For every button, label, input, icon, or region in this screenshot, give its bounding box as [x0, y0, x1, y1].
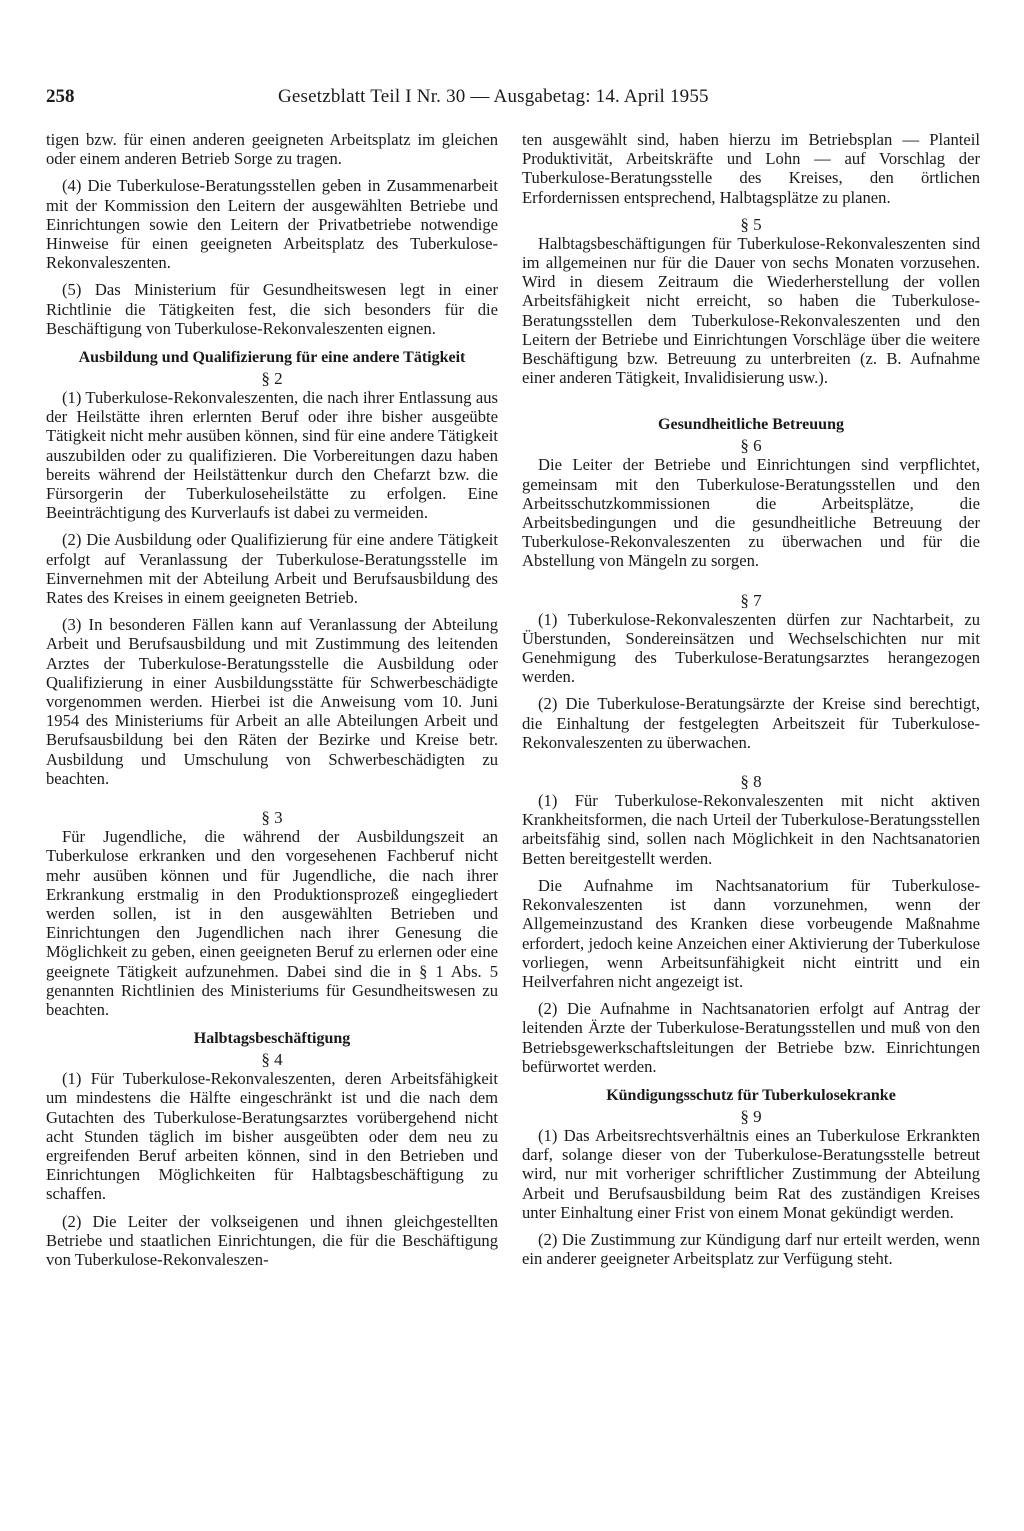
- section-4-paragraph-2: (2) Die Leiter der volkseigenen und ihnen gleichgestellten Betriebe und staatlichen Einrichtungen, die für die Beschäftigung von Tuberkulose-Rekonvaleszen-: [46, 1211, 498, 1269]
- section-8-paragraph-1b: Die Aufnahme im Nachtsanatorium für Tuberkulose-Rekonvaleszenten ist dann vorzunehmen, wenn der Allgemeinzustand des Kranken diese vorbeugende Maßnahme erfordert, jedoch keine Anzeichen einer Aktivierung der Tuberkulose vorliegen, wenn Arbeitsunfähigkeit nicht eintritt und ein Heilverfahren nicht angezeigt ist.: [522, 875, 980, 991]
- section-9-label: § 9: [740, 1106, 762, 1126]
- section-9-paragraph-2: (2) Die Zustimmung zur Kündigung darf nur erteilt werden, wenn ein anderer geeigneter Arbeitsplatz zur Verfügung steht.: [522, 1229, 980, 1269]
- section-9-paragraph-1: (1) Das Arbeitsrechtsverhältnis eines an Tuberkulose Erkrankten darf, solange dieser von der Tuberkulose-Beratungsstelle betreut wird, nur mit vorheriger schriftlicher Zustimmung der Abteilung Arbeit und Berufsausbildung beim Rat des zuständigen Kreises unter Einhaltung einer Frist von einem Monat gekündigt werden.: [522, 1125, 980, 1222]
- heading-gesundheitliche-betreuung: Gesundheitliche Betreuung: [658, 416, 844, 434]
- section-6-paragraph: Die Leiter der Betriebe und Einrichtungen sind verpflichtet, gemeinsam mit den Tuberkulose-Beratungsstellen und den Arbeitsschutzkommissionen die Arbeitsplätze, die Arbeitsbedingungen und die gesundheitliche Betreuung der Tuberkulose-Rekonvaleszenten zu überwachen und für die Abstellung von Mängeln zu sorgen.: [522, 455, 980, 571]
- section-2-label: § 2: [261, 369, 283, 389]
- section-8-paragraph-1: (1) Für Tuberkulose-Rekonvaleszenten mit nicht aktiven Krankheitsformen, die nach Urteil der Tuberkulose-Beratungsstellen arbeitsfähig sind, sollen nach Möglichkeit in den Nachtsanatorien Betten bereitgestellt werden.: [522, 791, 980, 868]
- section-2-paragraph-2: (2) Die Ausbildung oder Qualifizierung für eine andere Tätigkeit erfolgt auf Veranlassung der Tuberkulose-Beratungsstelle im Einvernehmen mit der Abteilung Arbeit und Berufsausbildung des Rates des Kreises in einem geeigneten Betrieb.: [46, 530, 498, 608]
- section-2-paragraph-3: (3) In besonderen Fällen kann auf Veranlassung der Abteilung Arbeit und Berufsausbildung und mit Zustimmung des leitenden Arztes der Tuberkulose-Beratungsstelle die Ausbildung oder Qualifizierung in einer Ausbildungsstätte für Schwerbeschädigte vorgenommen werden. Hierbei ist die Anweisung vom 10. Juni 1954 des Ministeriums für Arbeit an alle Abteilungen Arbeit und Berufsausbildung bei den Räten der Bezirke und Kreise betr. Ausbildung und Umschulung von Schwerbeschädigten zu beachten.: [46, 615, 498, 788]
- right-column: [522, 130, 980, 1276]
- section-8-label: § 8: [740, 772, 762, 792]
- section-4-paragraph-1: (1) Für Tuberkulose-Rekonvaleszenten, deren Arbeitsfähigkeit um mindestens die Hälfte eingeschränkt ist und die nach dem Gutachten des Tuberkulose-Beratungsarztes vorübergehend nicht acht Stunden täglich im bisher ausgeübten oder dem neu zu ergreifenden Beruf arbeiten können, sind in den Betrieben und Einrichtungen Möglichkeiten für Halbtagsbeschäftigung zu schaffen.: [46, 1069, 498, 1204]
- paragraph-4: (4) Die Tuberkulose-Beratungsstellen geben in Zusammenarbeit mit der Kommission den Leitern der ausgewählten Betriebe und Einrichtungen sowie den Leitern der Privatbetriebe notwendige Hinweise für einen geeigneten Arbeitsplatz des Tuberkulose-Rekonvaleszenten.: [46, 176, 498, 273]
- heading-ausbildung: Ausbildung und Qualifizierung für eine andere Tätigkeit: [78, 349, 466, 367]
- section-4-label: § 4: [261, 1050, 283, 1070]
- heading-kuendigungsschutz: Kündigungsschutz für Tuberkulosekranke: [606, 1086, 896, 1104]
- paragraph-5: (5) Das Ministerium für Gesundheitswesen legt in einer Richtlinie die Tätigkeiten fest, die sich besonders für die Beschäftigung von Tuberkulose-Rekonvaleszenten eignen.: [46, 280, 498, 338]
- left-column: [46, 130, 498, 1277]
- heading-halbtagsbeschaeftigung: Halbtagsbeschäftigung: [193, 1030, 351, 1048]
- running-title: Gesetzblatt Teil I Nr. 30 — Ausgabetag: 14. April 1955: [278, 86, 709, 107]
- page-header: [46, 86, 980, 114]
- page-number: 258: [46, 86, 75, 107]
- section-5-paragraph: Halbtagsbeschäftigungen für Tuberkulose-Rekonvaleszenten sind im allgemeinen nur für die Dauer von sechs Monaten vorzusehen. Wird in diesem Zeitraum die Wiederherstellung der vollen Arbeitsfähigkeit nicht erreicht, so haben die Tuberkulose-Beratungsstellen dem Tuberkulose-Rekonvaleszenten und den Leitern der Betriebe und Einrichtungen Vorschläge über die weitere Beschäftigung bzw. Betreuung zu unterbreiten (z. B. Aufnahme einer anderen Tätigkeit, Invalidisierung usw.).: [522, 233, 980, 388]
- section-2-paragraph-1: (1) Tuberkulose-Rekonvaleszenten, die nach ihrer Entlassung aus der Heilstätte ihren erlernten Beruf oder ihre bisher ausgeübte Tätigkeit nicht mehr ausüben können, sind für eine andere Tätigkeit auszubilden oder zu qualifizieren. Die Vorbereitungen dazu haben bereits während der Heilstättenkur durch den Chefarzt bzw. die Fürsorgerin der Tuberkuloseheilstätte zu erfolgen. Eine Beeinträchtigung des Kurverlaufs ist dabei zu vermeiden.: [46, 388, 498, 523]
- section-7-paragraph-2: (2) Die Tuberkulose-Beratungsärzte der Kreise sind berechtigt, die Einhaltung der festgelegten Arbeitszeit für Tuberkulose-Rekonvaleszenten zu überwachen.: [522, 694, 980, 752]
- paragraph-continuation: ten ausgewählt sind, haben hierzu im Betriebsplan — Planteil Produktivität, Arbeitskräfte und Lohn — auf Vorschlag der Tuberkulose-Beratungsstelle des Kreises, den örtlichen Erfordernissen entsprechend, Halbtagsplätze zu planen.: [522, 130, 980, 207]
- paragraph-continuation: tigen bzw. für einen anderen geeigneten Arbeitsplatz im gleichen oder einem anderen Betrieb Sorge zu tragen.: [46, 130, 498, 169]
- section-8-paragraph-2: (2) Die Aufnahme in Nachtsanatorien erfolgt auf Antrag der leitenden Ärzte der Tuberkulose-Beratungsstellen und muß von den Betriebsgewerkschaftsleitungen der Betriebe bzw. Einrichtungen befürwortet werden.: [522, 999, 980, 1076]
- section-7-label: § 7: [740, 590, 762, 610]
- section-3-label: § 3: [261, 808, 283, 828]
- section-7-paragraph-1: (1) Tuberkulose-Rekonvaleszenten dürfen zur Nachtarbeit, zu Überstunden, Sondereinsätzen und Wechselschichten nur mit Genehmigung des Tuberkulose-Beratungsarztes herangezogen werden.: [522, 609, 980, 687]
- section-3-paragraph: Für Jugendliche, die während der Ausbildungszeit an Tuberkulose erkranken und den vorgesehenen Fachberuf nicht mehr ausüben können und für Jugendliche, die nach ihrer Erkrankung erstmalig in den Produktionsprozeß eingegliedert werden sollen, ist in den ausgewählten Betrieben und Einrichtungen den Jugendlichen nach ihrer Genesung die Möglichkeit zu geben, einen geeigneten Beruf zu erlernen oder eine geeignete Tätigkeit aufzunehmen. Dabei sind die in § 1 Abs. 5 genannten Richtlinien des Ministeriums für Gesundheitswesen zu beachten.: [46, 827, 498, 1019]
- section-5-label: § 5: [740, 214, 762, 234]
- section-6-label: § 6: [740, 436, 762, 456]
